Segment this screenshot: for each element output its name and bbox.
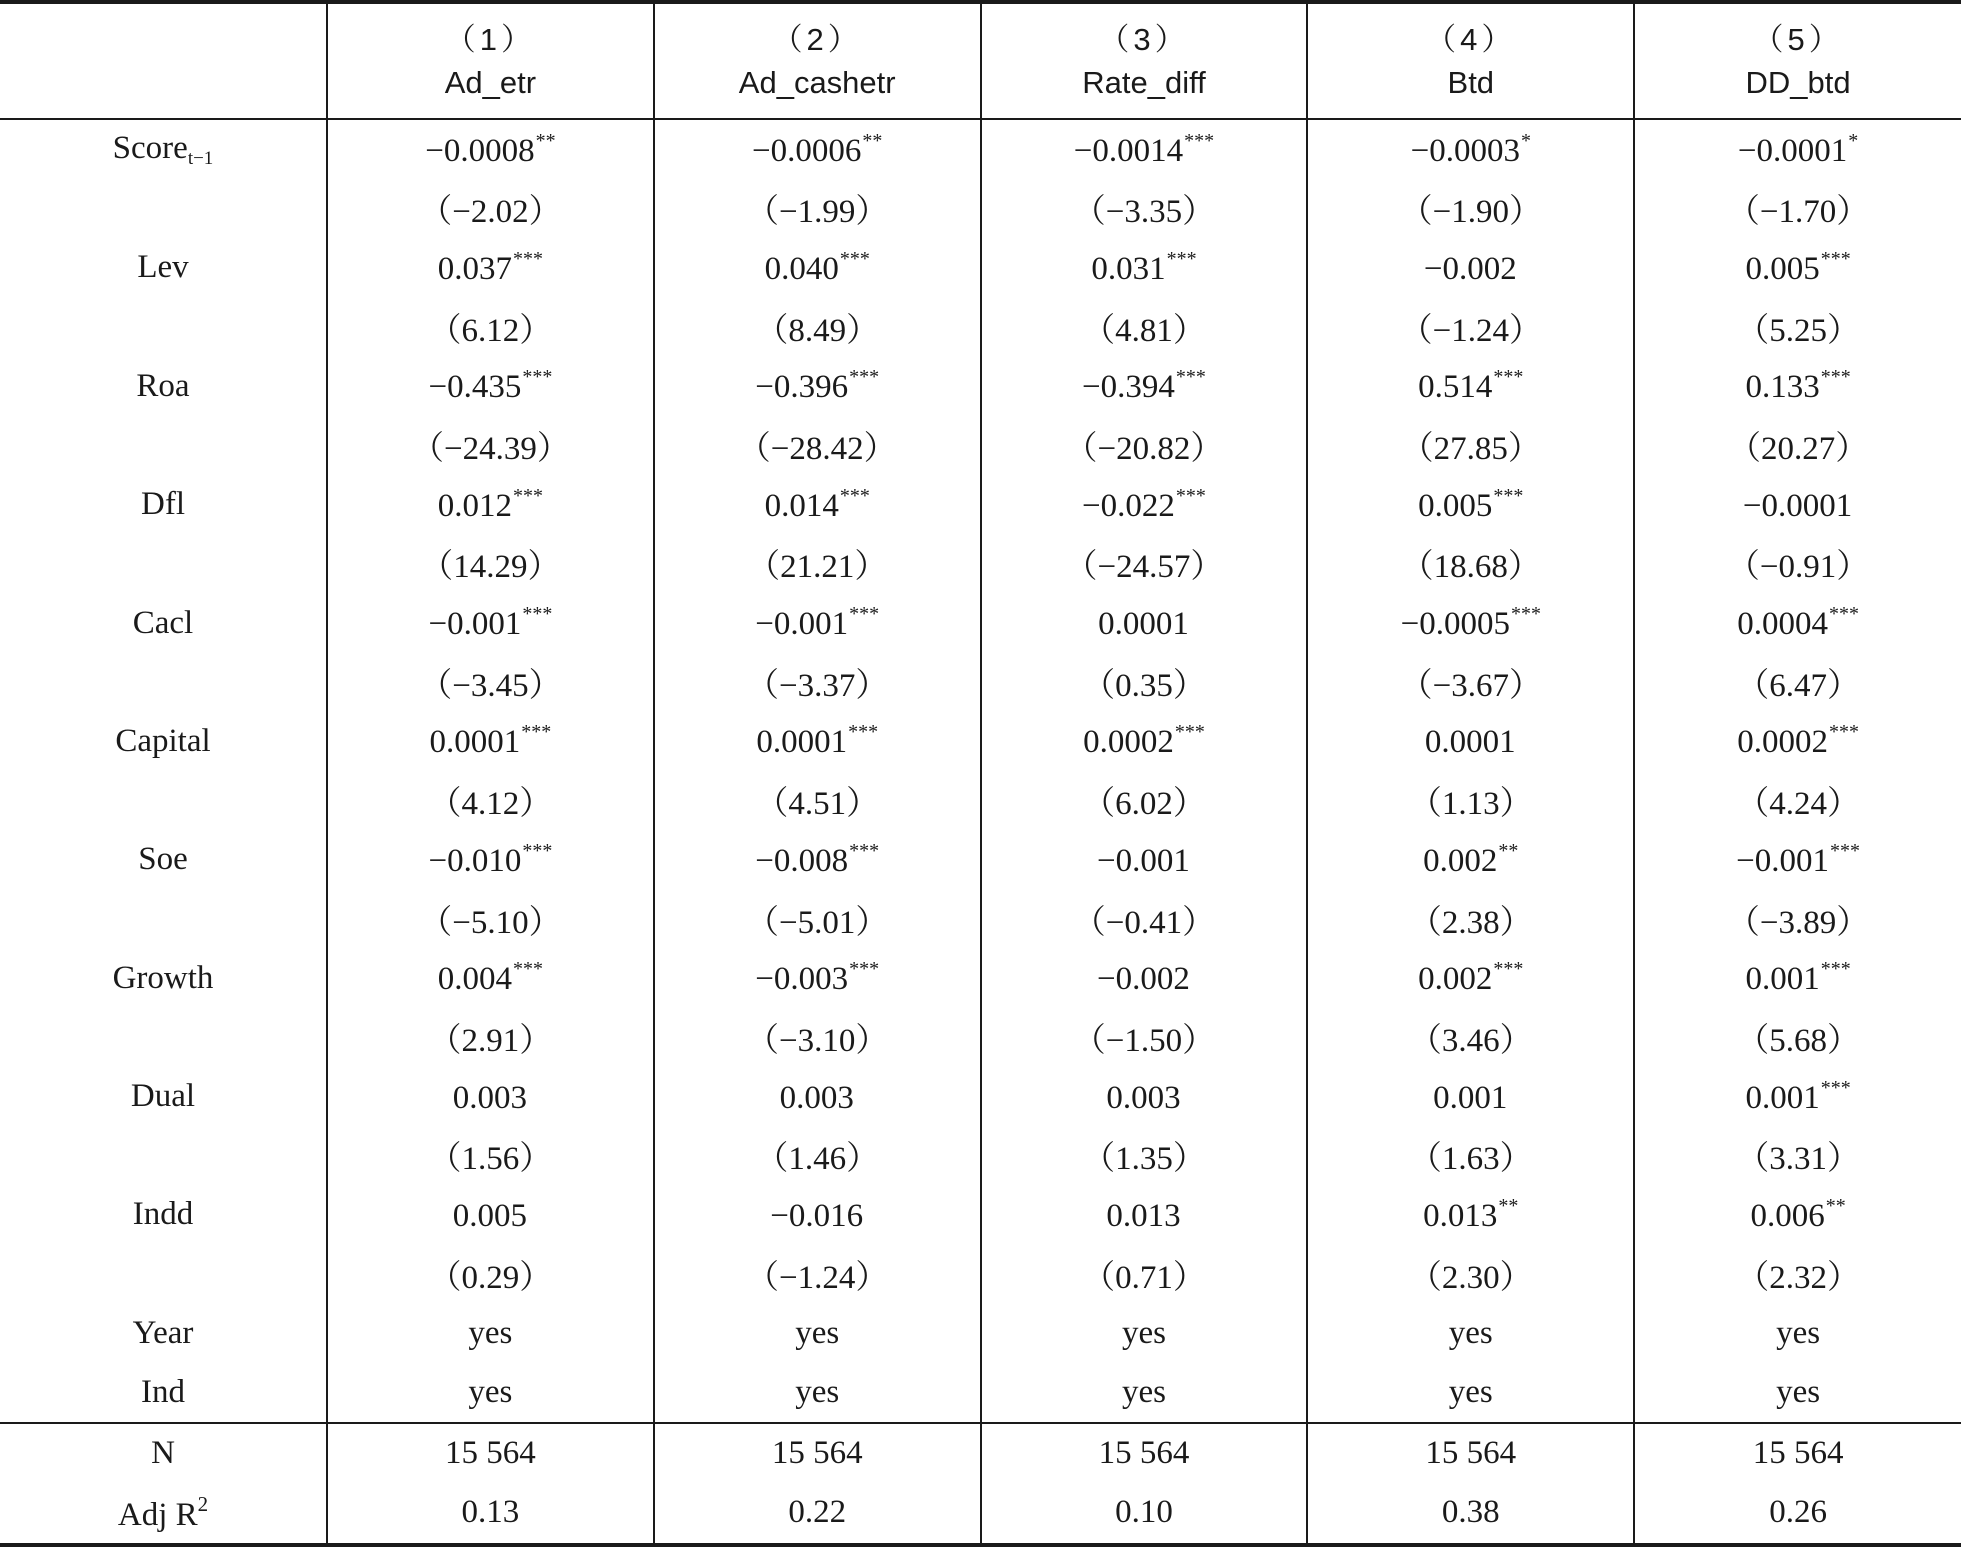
coef-value: 0.0001 bbox=[1098, 606, 1189, 643]
header-stub bbox=[0, 2, 327, 119]
variable-coef-row bbox=[0, 1067, 1961, 1126]
tstat-cell: （27.85） bbox=[1307, 416, 1634, 475]
coef-cell bbox=[1307, 712, 1634, 771]
row-label: N bbox=[0, 1423, 327, 1483]
tstat-cell: （14.29） bbox=[327, 534, 654, 593]
coef-cell bbox=[654, 949, 981, 1008]
tstat-cell: （2.30） bbox=[1307, 1245, 1634, 1304]
significance-stars: *** bbox=[839, 247, 870, 270]
coef-cell bbox=[981, 949, 1308, 1008]
variable-tstat-row bbox=[0, 1245, 1961, 1304]
tstat-cell: （−24.39） bbox=[327, 416, 654, 475]
coef-value: 0.014 bbox=[764, 487, 839, 524]
column-header-1 bbox=[327, 2, 654, 119]
column-number: （5） bbox=[1752, 22, 1844, 57]
adj-r2-cell: 0.38 bbox=[1307, 1483, 1634, 1544]
coef-cell bbox=[1634, 1185, 1961, 1244]
tstat-cell: （1.13） bbox=[1307, 771, 1634, 830]
coef-value: 0.005 bbox=[1745, 250, 1820, 287]
fixed-effect-cell: yes bbox=[654, 1304, 981, 1363]
coef-cell bbox=[1307, 594, 1634, 653]
coef-value: 0.002 bbox=[1423, 842, 1498, 879]
significance-stars: *** bbox=[1820, 1076, 1851, 1099]
fixed-effect-cell: yes bbox=[1307, 1304, 1634, 1363]
coef-cell bbox=[981, 475, 1308, 534]
significance-stars: *** bbox=[522, 366, 553, 389]
coef-value: 0.0001 bbox=[756, 724, 848, 761]
coef-cell bbox=[654, 830, 981, 889]
coef-cell bbox=[1634, 475, 1961, 534]
coef-value: −0.016 bbox=[770, 1197, 864, 1234]
tstat-cell: （3.46） bbox=[1307, 1008, 1634, 1067]
coef-cell bbox=[981, 1067, 1308, 1126]
coef-cell: −0.0006** bbox=[654, 119, 981, 179]
observations-cell: 15 564 bbox=[981, 1423, 1308, 1483]
coef-value: −0.002 bbox=[1423, 250, 1517, 287]
significance-stars: *** bbox=[1493, 484, 1524, 507]
coef-cell bbox=[327, 357, 654, 416]
coef-cell bbox=[981, 830, 1308, 889]
coef-value: 0.001 bbox=[1745, 961, 1820, 998]
variable-coef-row bbox=[0, 594, 1961, 653]
coef-cell bbox=[327, 712, 654, 771]
coef-value: −0.001 bbox=[1097, 842, 1190, 879]
coef-cell bbox=[327, 594, 654, 653]
coef-cell: −0.0003* bbox=[1307, 119, 1634, 179]
tstat-cell: （−5.01） bbox=[654, 889, 981, 948]
observations-cell: 15 564 bbox=[654, 1423, 981, 1483]
tstat-cell: （−5.10） bbox=[327, 889, 654, 948]
coef-value: 0.0004 bbox=[1737, 606, 1828, 643]
tstat-cell: （6.47） bbox=[1634, 653, 1961, 712]
tstat-cell: （−1.50） bbox=[981, 1008, 1308, 1067]
significance-stars: *** bbox=[849, 366, 880, 389]
variable-coef-row bbox=[0, 357, 1961, 416]
coef-value: 0.013 bbox=[1106, 1197, 1181, 1234]
column-name: Ad_etr bbox=[444, 65, 537, 100]
significance-stars: *** bbox=[521, 721, 552, 744]
coef-cell bbox=[1307, 475, 1634, 534]
significance-stars: *** bbox=[513, 958, 544, 981]
variable-tstat-row bbox=[0, 416, 1961, 475]
fixed-effect-cell: yes bbox=[327, 1304, 654, 1363]
fixed-effect-cell: yes bbox=[654, 1363, 981, 1423]
variable-tstat-row bbox=[0, 771, 1961, 830]
tstat-cell: （−28.42） bbox=[654, 416, 981, 475]
row-label: Year bbox=[132, 1314, 194, 1351]
coef-value: 0.006 bbox=[1750, 1197, 1825, 1234]
significance-stars: *** bbox=[1820, 958, 1851, 981]
coef-cell bbox=[981, 594, 1308, 653]
coef-value: 0.0002 bbox=[1083, 724, 1174, 761]
significance-stars: *** bbox=[1175, 366, 1206, 389]
coef-cell bbox=[1634, 830, 1961, 889]
adj-r2-cell: 0.13 bbox=[327, 1483, 654, 1544]
coef-cell bbox=[1634, 357, 1961, 416]
tstat-cell: （20.27） bbox=[1634, 416, 1961, 475]
significance-stars: *** bbox=[522, 839, 553, 862]
row-label-empty bbox=[0, 1008, 327, 1067]
column-header-2 bbox=[654, 2, 981, 119]
significance-stars: *** bbox=[522, 603, 553, 626]
coef-cell: −0.0008** bbox=[327, 119, 654, 179]
row-label: Cacl bbox=[132, 604, 194, 641]
tstat-cell: （6.02） bbox=[981, 771, 1308, 830]
coef-cell bbox=[981, 238, 1308, 297]
row-label-empty bbox=[0, 416, 327, 475]
tstat-cell: （−1.24） bbox=[654, 1245, 981, 1304]
adj-r2-cell: 0.22 bbox=[654, 1483, 981, 1544]
coef-value: 0.002 bbox=[1418, 961, 1493, 998]
coef-cell bbox=[654, 1067, 981, 1126]
tstat-cell: （−0.91） bbox=[1634, 534, 1961, 593]
fixed-effect-cell: yes bbox=[1634, 1304, 1961, 1363]
column-header-3 bbox=[981, 2, 1308, 119]
coef-cell bbox=[654, 1185, 981, 1244]
row-label: Score$_{t-1}$ bbox=[112, 129, 214, 169]
coef-cell: −0.0014*** bbox=[981, 119, 1308, 179]
coef-cell bbox=[654, 238, 981, 297]
adj-r2-row bbox=[0, 1483, 1961, 1544]
significance-stars: *** bbox=[1174, 721, 1205, 744]
tstat-cell: （−0.41） bbox=[981, 889, 1308, 948]
row-label: Soe bbox=[138, 841, 188, 878]
tstat-cell: （−3.10） bbox=[654, 1008, 981, 1067]
coef-cell bbox=[327, 1067, 654, 1126]
significance-stars: *** bbox=[1820, 247, 1851, 270]
tstat-cell: （2.91） bbox=[327, 1008, 654, 1067]
significance-stars: ** bbox=[535, 129, 556, 152]
row-label bbox=[0, 1483, 327, 1544]
coef-cell bbox=[327, 475, 654, 534]
tstat-cell: （−3.35） bbox=[981, 179, 1308, 238]
row-label-empty bbox=[0, 534, 327, 593]
coef-value: 0.012 bbox=[437, 487, 513, 524]
row-label: Lev bbox=[137, 249, 189, 286]
header-row bbox=[0, 2, 1961, 119]
row-label-base: Adj R bbox=[117, 1496, 198, 1533]
tstat-cell: （4.51） bbox=[654, 771, 981, 830]
coef-value: 0.001 bbox=[1433, 1079, 1508, 1116]
variable-coef-row bbox=[0, 830, 1961, 889]
coef-value: 0.0001 bbox=[429, 724, 521, 761]
tstat-cell: （5.68） bbox=[1634, 1008, 1961, 1067]
row-label: Indd bbox=[132, 1196, 194, 1233]
coef-cell bbox=[1307, 949, 1634, 1008]
column-name: Btd bbox=[1447, 65, 1495, 100]
coef-cell bbox=[1634, 712, 1961, 771]
coef-cell bbox=[1634, 949, 1961, 1008]
tstat-cell: （0.35） bbox=[981, 653, 1308, 712]
row-label: Dfl bbox=[141, 486, 185, 523]
adj-r2-cell: 0.10 bbox=[981, 1483, 1308, 1544]
coef-value: −0.435 bbox=[428, 369, 522, 406]
significance-stars: *** bbox=[1828, 721, 1859, 744]
coef-value: −0.0001 bbox=[1742, 487, 1853, 524]
tstat-cell: （8.49） bbox=[654, 298, 981, 357]
coef-cell bbox=[981, 357, 1308, 416]
coef-cell bbox=[1307, 830, 1634, 889]
observations-cell: 15 564 bbox=[327, 1423, 654, 1483]
tstat-cell: （6.12） bbox=[327, 298, 654, 357]
variable-coef-row bbox=[0, 475, 1961, 534]
variable-coef-row bbox=[0, 238, 1961, 297]
coef-cell bbox=[1634, 594, 1961, 653]
significance-stars: *** bbox=[513, 484, 544, 507]
tstat-cell: （4.24） bbox=[1634, 771, 1961, 830]
row-label-empty bbox=[0, 298, 327, 357]
column-name: DD_btd bbox=[1745, 65, 1851, 100]
coef-cell bbox=[327, 949, 654, 1008]
tstat-cell: （−3.37） bbox=[654, 653, 981, 712]
observations-row bbox=[0, 1423, 1961, 1483]
coef-value: 0.003 bbox=[1106, 1079, 1181, 1116]
tstat-cell: （−1.90） bbox=[1307, 179, 1634, 238]
coef-value: −0.396 bbox=[755, 369, 849, 406]
row-label-empty bbox=[0, 771, 327, 830]
tstat-cell: （1.46） bbox=[654, 1126, 981, 1185]
coef-cell bbox=[327, 1185, 654, 1244]
coef-value: −0.001 bbox=[1736, 842, 1830, 879]
significance-stars: *** bbox=[1820, 366, 1851, 389]
tstat-cell: （1.35） bbox=[981, 1126, 1308, 1185]
tstat-cell: （0.29） bbox=[327, 1245, 654, 1304]
tstat-cell: （1.63） bbox=[1307, 1126, 1634, 1185]
column-name: Ad_cashetr bbox=[738, 65, 896, 100]
row-label-empty bbox=[0, 653, 327, 712]
tstat-cell: （−24.57） bbox=[981, 534, 1308, 593]
tstat-cell: （2.38） bbox=[1307, 889, 1634, 948]
coef-value: 0.005 bbox=[1418, 487, 1493, 524]
coef-value: −0.003 bbox=[755, 961, 849, 998]
tstat-cell: （0.71） bbox=[981, 1245, 1308, 1304]
score-tstat-row bbox=[0, 179, 1961, 238]
coef-cell bbox=[654, 712, 981, 771]
coef-value: 0.133 bbox=[1745, 369, 1820, 406]
significance-stars: ** bbox=[1498, 1194, 1519, 1217]
tstat-cell: （4.81） bbox=[981, 298, 1308, 357]
coef-cell bbox=[1307, 357, 1634, 416]
coef-cell: −0.0001* bbox=[1634, 119, 1961, 179]
row-label-superscript: 2 bbox=[197, 1491, 209, 1516]
fixed-effect-cell: yes bbox=[981, 1363, 1308, 1423]
significance-stars: *** bbox=[849, 603, 880, 626]
variable-tstat-row bbox=[0, 298, 1961, 357]
coef-value: 0.031 bbox=[1091, 250, 1166, 287]
coef-cell bbox=[654, 357, 981, 416]
coef-value: −0.002 bbox=[1097, 961, 1190, 998]
row-label-empty bbox=[0, 1245, 327, 1304]
column-name: Rate_diff bbox=[1082, 65, 1206, 100]
row-label-empty bbox=[0, 179, 327, 238]
score-coef-row bbox=[0, 119, 1961, 179]
row-label-subscript: t−1 bbox=[187, 147, 214, 169]
tstat-cell: （−1.24） bbox=[1307, 298, 1634, 357]
coef-cell bbox=[1634, 1067, 1961, 1126]
column-header-5 bbox=[1634, 2, 1961, 119]
row-label-empty bbox=[0, 889, 327, 948]
tstat-cell: （4.12） bbox=[327, 771, 654, 830]
variable-coef-row bbox=[0, 949, 1961, 1008]
coef-cell bbox=[1307, 1185, 1634, 1244]
tstat-cell: （21.21） bbox=[654, 534, 981, 593]
coef-value: 0.037 bbox=[437, 250, 513, 287]
coef-value: 0.0002 bbox=[1737, 724, 1828, 761]
variable-tstat-row bbox=[0, 1126, 1961, 1185]
significance-stars: *** bbox=[1493, 958, 1524, 981]
coef-value: −0.010 bbox=[428, 842, 522, 879]
tstat-cell: （−1.99） bbox=[654, 179, 981, 238]
column-number: （3） bbox=[1098, 22, 1190, 57]
variable-coef-row bbox=[0, 712, 1961, 771]
significance-stars: *** bbox=[1510, 603, 1541, 626]
tstat-cell: （−2.02） bbox=[327, 179, 654, 238]
coef-cell bbox=[981, 1185, 1308, 1244]
coef-cell bbox=[327, 830, 654, 889]
coef-cell bbox=[654, 594, 981, 653]
tstat-cell: （−20.82） bbox=[981, 416, 1308, 475]
coef-cell bbox=[1634, 238, 1961, 297]
row-label: Ind bbox=[141, 1374, 185, 1411]
column-header-4 bbox=[1307, 2, 1634, 119]
significance-stars: *** bbox=[1175, 484, 1206, 507]
fixed-effect-cell: yes bbox=[1307, 1363, 1634, 1423]
observations-cell: 15 564 bbox=[1634, 1423, 1961, 1483]
tstat-cell: （−3.89） bbox=[1634, 889, 1961, 948]
significance-stars: ** bbox=[1498, 839, 1519, 862]
significance-stars: *** bbox=[513, 247, 544, 270]
fixed-effect-cell: yes bbox=[327, 1363, 654, 1423]
variable-tstat-row bbox=[0, 889, 1961, 948]
coef-value: 0.514 bbox=[1418, 369, 1493, 406]
coef-value: −0.0005 bbox=[1400, 606, 1510, 643]
column-number: （1） bbox=[444, 22, 537, 57]
row-label: Capital bbox=[115, 722, 211, 759]
tstat-cell: （−3.67） bbox=[1307, 653, 1634, 712]
significance-stars: *** bbox=[849, 839, 880, 862]
significance-stars: *** bbox=[849, 958, 880, 981]
significance-stars: *** bbox=[839, 484, 870, 507]
tstat-cell: （5.25） bbox=[1634, 298, 1961, 357]
significance-stars: *** bbox=[1184, 129, 1215, 152]
tstat-cell: （3.31） bbox=[1634, 1126, 1961, 1185]
significance-stars: *** bbox=[1830, 839, 1861, 862]
coef-value: 0.001 bbox=[1745, 1079, 1820, 1116]
tstat-cell: （−1.70） bbox=[1634, 179, 1961, 238]
variable-tstat-row bbox=[0, 653, 1961, 712]
coef-value: 0.013 bbox=[1423, 1197, 1498, 1234]
column-number: （2） bbox=[771, 22, 863, 57]
significance-stars: *** bbox=[848, 721, 879, 744]
significance-stars: * bbox=[1848, 129, 1859, 152]
fixed-effect-row bbox=[0, 1363, 1961, 1423]
variable-coef-row bbox=[0, 1185, 1961, 1244]
row-label: Roa bbox=[136, 367, 190, 404]
tstat-cell: （18.68） bbox=[1307, 534, 1634, 593]
variable-tstat-row bbox=[0, 1008, 1961, 1067]
coef-cell bbox=[1307, 1067, 1634, 1126]
coef-value: 0.005 bbox=[452, 1197, 528, 1234]
fixed-effect-cell: yes bbox=[981, 1304, 1308, 1363]
tstat-cell: （2.32） bbox=[1634, 1245, 1961, 1304]
row-label: Growth bbox=[112, 959, 214, 996]
coef-cell bbox=[1307, 238, 1634, 297]
coef-cell bbox=[981, 712, 1308, 771]
significance-stars: *** bbox=[1828, 603, 1859, 626]
tstat-cell: （−3.45） bbox=[327, 653, 654, 712]
coef-value: −0.022 bbox=[1082, 487, 1175, 524]
significance-stars: * bbox=[1520, 129, 1531, 152]
coef-value: −0.008 bbox=[755, 842, 849, 879]
coef-value: −0.001 bbox=[428, 606, 522, 643]
column-number: （4） bbox=[1425, 22, 1517, 57]
significance-stars: ** bbox=[862, 129, 883, 152]
fixed-effect-row bbox=[0, 1304, 1961, 1363]
coef-value: 0.003 bbox=[779, 1079, 854, 1116]
row-label-empty bbox=[0, 1126, 327, 1185]
variable-tstat-row bbox=[0, 534, 1961, 593]
significance-stars: *** bbox=[1166, 247, 1197, 270]
coef-value: 0.040 bbox=[764, 250, 839, 287]
significance-stars: ** bbox=[1825, 1194, 1846, 1217]
coef-value: −0.394 bbox=[1082, 369, 1175, 406]
fixed-effect-cell: yes bbox=[1634, 1363, 1961, 1423]
coef-cell bbox=[654, 475, 981, 534]
row-label: Dual bbox=[130, 1078, 196, 1115]
coef-value: 0.004 bbox=[437, 961, 513, 998]
observations-cell: 15 564 bbox=[1307, 1423, 1634, 1483]
coef-value: 0.0001 bbox=[1424, 724, 1516, 761]
coef-cell bbox=[327, 238, 654, 297]
significance-stars: *** bbox=[1493, 366, 1524, 389]
tstat-cell: （1.56） bbox=[327, 1126, 654, 1185]
coef-value: −0.001 bbox=[755, 606, 849, 643]
adj-r2-cell: 0.26 bbox=[1634, 1483, 1961, 1544]
coef-value: 0.003 bbox=[452, 1079, 528, 1116]
